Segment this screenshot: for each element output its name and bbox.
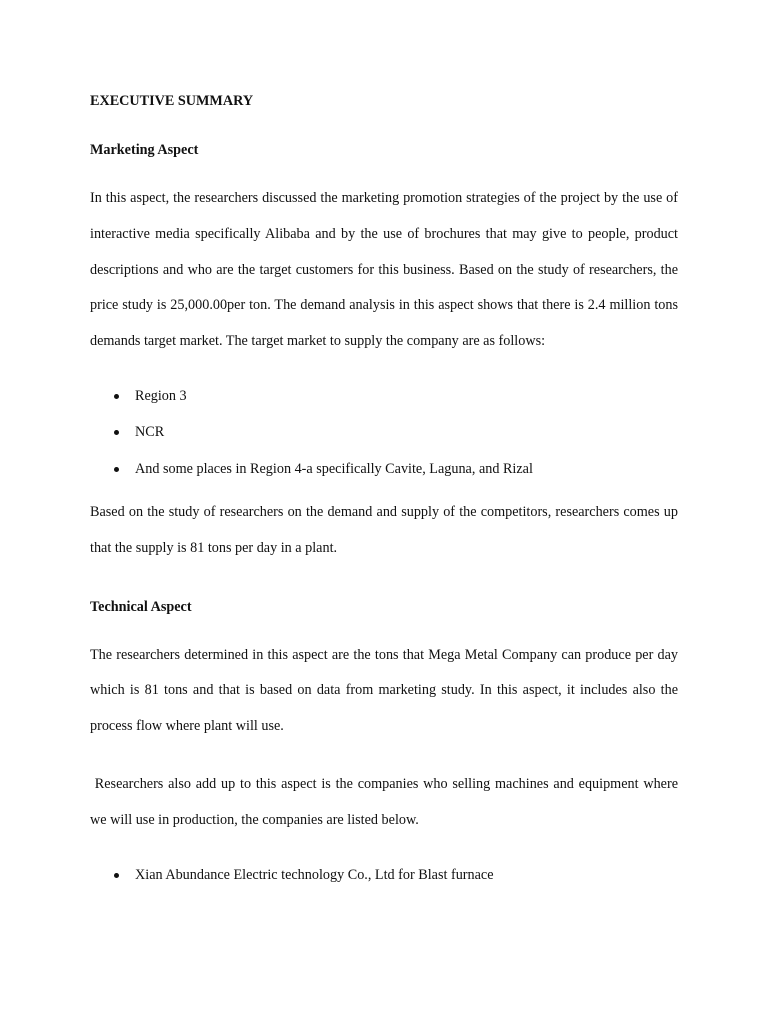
bullet-icon	[114, 467, 119, 472]
list-item	[90, 460, 678, 478]
marketing-paragraph-2: Based on the study of researchers on the demand and supply of the competitors, researchers comes up that the supply is 81 tons per day in a plant.	[90, 503, 678, 556]
equipment-supplier-list	[90, 866, 678, 884]
technical-paragraph-2: Researchers also add up to this aspect is the companies who selling machines and equipment where we will use in production, the companies are listed below.	[90, 775, 682, 828]
list-item-text: Region 3	[135, 387, 187, 404]
document-title: EXECUTIVE SUMMARY	[90, 93, 254, 109]
list-item	[90, 387, 678, 405]
technical-heading: Technical Aspect	[90, 598, 192, 615]
list-item-text: And some places in Region 4-a specifically Cavite, Laguna, and Rizal	[135, 460, 533, 477]
list-item-text: Xian Abundance Electric technology Co., Ltd for Blast furnace	[135, 866, 494, 883]
target-market-list	[90, 387, 678, 478]
technical-section	[90, 598, 682, 884]
technical-paragraph-1: The researchers determined in this aspect are the tons that Mega Metal Company can produce per day which is 81 tons and that is based on data from marketing study. In this aspect, it includes also the process flow where plant will use.	[90, 646, 678, 735]
bullet-icon	[114, 430, 119, 435]
list-item	[90, 866, 678, 884]
bullet-icon	[114, 873, 119, 878]
marketing-heading: Marketing Aspect	[90, 142, 199, 158]
marketing-section	[90, 141, 678, 567]
bullet-icon	[114, 394, 119, 399]
list-item-text: NCR	[135, 424, 165, 441]
marketing-paragraph-1: In this aspect, the researchers discussed the marketing promotion strategies of the project by the use of interactive media specifically Alibaba and by the use of brochures that may give to people, product descriptions and who are the target customers for this business. Based on the study of researchers, the price study is 25,000.00per ton. The demand analysis in this aspect shows that there is 2.4 million tons demands target market. The target market to supply the company are as follows:	[90, 190, 678, 350]
list-item	[90, 423, 678, 441]
